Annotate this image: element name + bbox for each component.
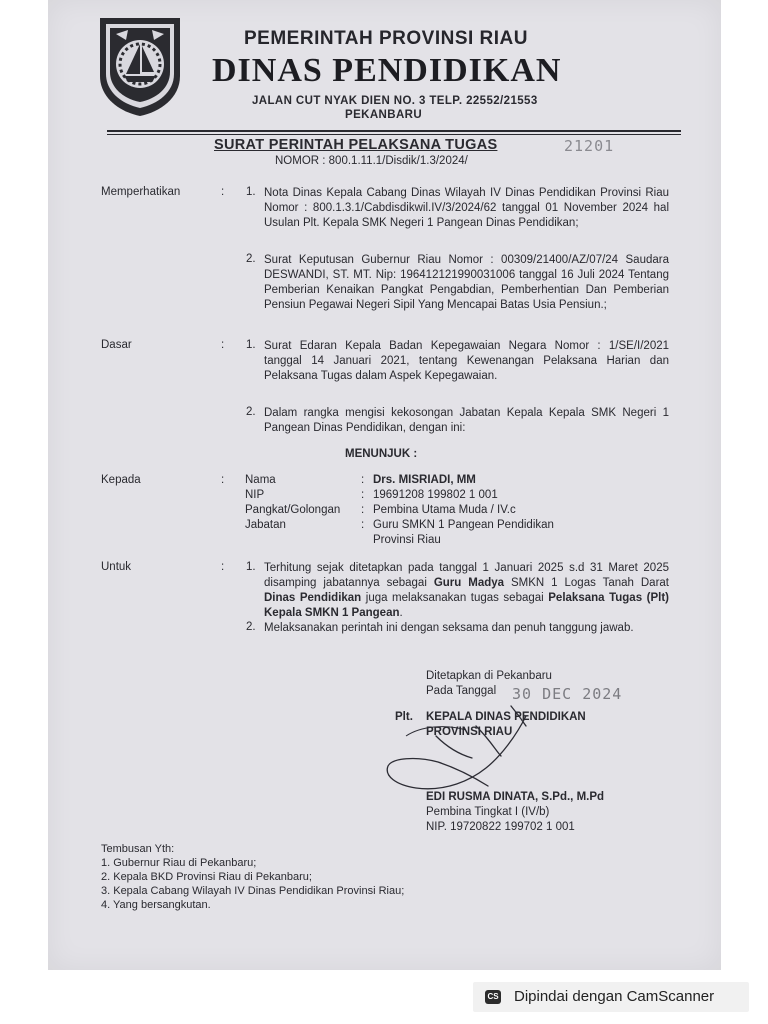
plt-label: Plt. — [395, 711, 413, 723]
tembusan-item: 2. Kepala BKD Provinsi Riau di Pekanbaru; — [101, 871, 312, 883]
field-key-nama: Nama — [245, 474, 276, 486]
section-label-memperhatikan: Memperhatikan — [101, 186, 181, 198]
dasar-item-1: Surat Edaran Kepala Badan Kepegawaian Negara Nomor : 1/SE/I/2021 tanggal 14 Januari 2021, tentang Kewenangan Pelaksana Harian dan Pelaksana Tugas dalam Aspek Kepegawaian. — [264, 340, 669, 382]
tembusan-title: Tembusan Yth: — [101, 843, 175, 855]
untuk-text: . — [399, 607, 403, 619]
field-key-pangkat: Pangkat/Golongan — [245, 504, 341, 516]
menunjuk-heading: MENUNJUK : — [345, 448, 418, 460]
kop-divider-thin — [107, 134, 681, 135]
kop-divider-thick — [107, 130, 681, 132]
field-value-jabatan-line2: Provinsi Riau — [373, 534, 441, 546]
camscanner-icon: CS — [485, 990, 501, 1004]
memperhatikan-item-2: Surat Keputusan Gubernur Riau Nomor : 00309/21400/AZ/07/24 Saudara DESWANDI, ST. MT. Nip: 196412121990031006 tanggal 16 Juli 2024 Tentang Pemberian Kenaikan Pangkat Pengabdian, Pemberhentian Dan Pemberian Pensiun Pegawai Negeri Sipil Yang Mencapai Batas Usia Pensiun.; — [264, 254, 669, 311]
camscanner-badge — [473, 982, 749, 1012]
kop-dinas: DINAS PENDIDIKAN — [212, 52, 562, 89]
dasar-item-2: Dalam rangka mengisi kekosongan Jabatan Kepala Kepala SMK Negeri 1 Pangean Dinas Pendidikan, dengan ini: — [264, 407, 669, 434]
tembusan-item: 3. Kepala Cabang Wilayah IV Dinas Pendidikan Provinsi Riau; — [101, 885, 405, 897]
tembusan-item: 1. Gubernur Riau di Pekanbaru; — [101, 857, 257, 869]
signatory-title-1: KEPALA DINAS PENDIDIKAN — [426, 711, 586, 723]
tembusan-item: 4. Yang bersangkutan. — [101, 899, 211, 911]
untuk-text: Terhitung sejak ditetapkan pada tanggal 1 Januari 2025 s.d 31 Maret 2025 disamping jabatannya sebagai — [264, 562, 669, 589]
untuk-bold: Pelaksana Tugas (Plt) Kepala SMKN 1 Pangean — [264, 592, 669, 619]
field-colon: : — [361, 504, 365, 516]
list-number: 2. — [246, 253, 256, 265]
untuk-item-2: Melaksanakan perintah ini dengan seksama dan penuh tanggung jawab. — [264, 622, 634, 634]
signatory-name: EDI RUSMA DINATA, S.Pd., M.Pd — [426, 791, 605, 803]
list-number: 1. — [246, 339, 256, 351]
section-colon: : — [221, 474, 225, 486]
ditetapkan-di: Ditetapkan di Pekanbaru — [426, 670, 552, 682]
untuk-bold: Dinas Pendidikan — [264, 592, 362, 604]
section-label-dasar: Dasar — [101, 339, 132, 351]
list-number: 1. — [246, 561, 256, 573]
list-number: 2. — [246, 406, 256, 418]
kop-pemerintah: PEMERINTAH PROVINSI RIAU — [244, 28, 529, 49]
field-value-pangkat: Pembina Utama Muda / IV.c — [373, 504, 516, 516]
signatory-title-2: PROVINSI RIAU — [426, 726, 513, 738]
letter-title: SURAT PERINTAH PELAKSANA TUGAS — [214, 137, 498, 153]
kop-alamat: JALAN CUT NYAK DIEN NO. 3 TELP. 22552/21553 — [252, 95, 538, 107]
untuk-text: juga melaksanakan tugas sebagai — [361, 592, 549, 604]
kop-kota: PEKANBARU — [345, 109, 423, 121]
riau-emblem-logo — [96, 14, 184, 118]
field-key-nip: NIP — [245, 489, 265, 501]
section-colon: : — [221, 339, 225, 351]
signatory-rank: Pembina Tingkat I (IV/b) — [426, 806, 550, 818]
list-number: 2. — [246, 621, 256, 633]
field-colon: : — [361, 489, 365, 501]
list-number: 1. — [246, 186, 256, 198]
signatory-nip: NIP. 19720822 199702 1 001 — [426, 821, 575, 833]
section-colon: : — [221, 561, 225, 573]
handwritten-signature — [376, 696, 556, 806]
untuk-item-1 — [264, 561, 669, 621]
memperhatikan-item-1: Nota Dinas Kepala Cabang Dinas Wilayah IV Dinas Pendidikan Provinsi Riau Nomor : 800.1.3.1/Cabdisdikwil.IV/3/2024/62 tanggal 01 November 2024 hal Usulan Plt. Kepala SMK Negeri 1 Pangean Dinas Pendidikan; — [264, 187, 669, 229]
field-colon: : — [361, 519, 365, 531]
field-value-jabatan: Guru SMKN 1 Pangean Pendidikan — [373, 519, 554, 531]
field-key-jabatan: Jabatan — [245, 519, 286, 531]
section-label-untuk: Untuk — [101, 561, 132, 573]
camscanner-text: Dipindai dengan CamScanner — [514, 988, 715, 1005]
section-colon: : — [221, 186, 225, 198]
field-colon: : — [361, 474, 365, 486]
field-value-nama: Drs. MISRIADI, MM — [373, 474, 476, 486]
pada-tanggal: Pada Tanggal — [426, 685, 497, 697]
date-stamp: 30 DEC 2024 — [512, 685, 623, 703]
untuk-text: SMKN 1 Logas Tanah Darat — [504, 577, 669, 589]
section-label-kepada: Kepada — [101, 474, 141, 486]
untuk-bold: Guru Madya — [433, 577, 505, 589]
number-stamp: 21201 — [564, 137, 615, 155]
letter-number: NOMOR : 800.1.11.1/Disdik/1.3/2024/ — [275, 155, 468, 167]
field-value-nip: 19691208 199802 1 001 — [373, 489, 498, 501]
